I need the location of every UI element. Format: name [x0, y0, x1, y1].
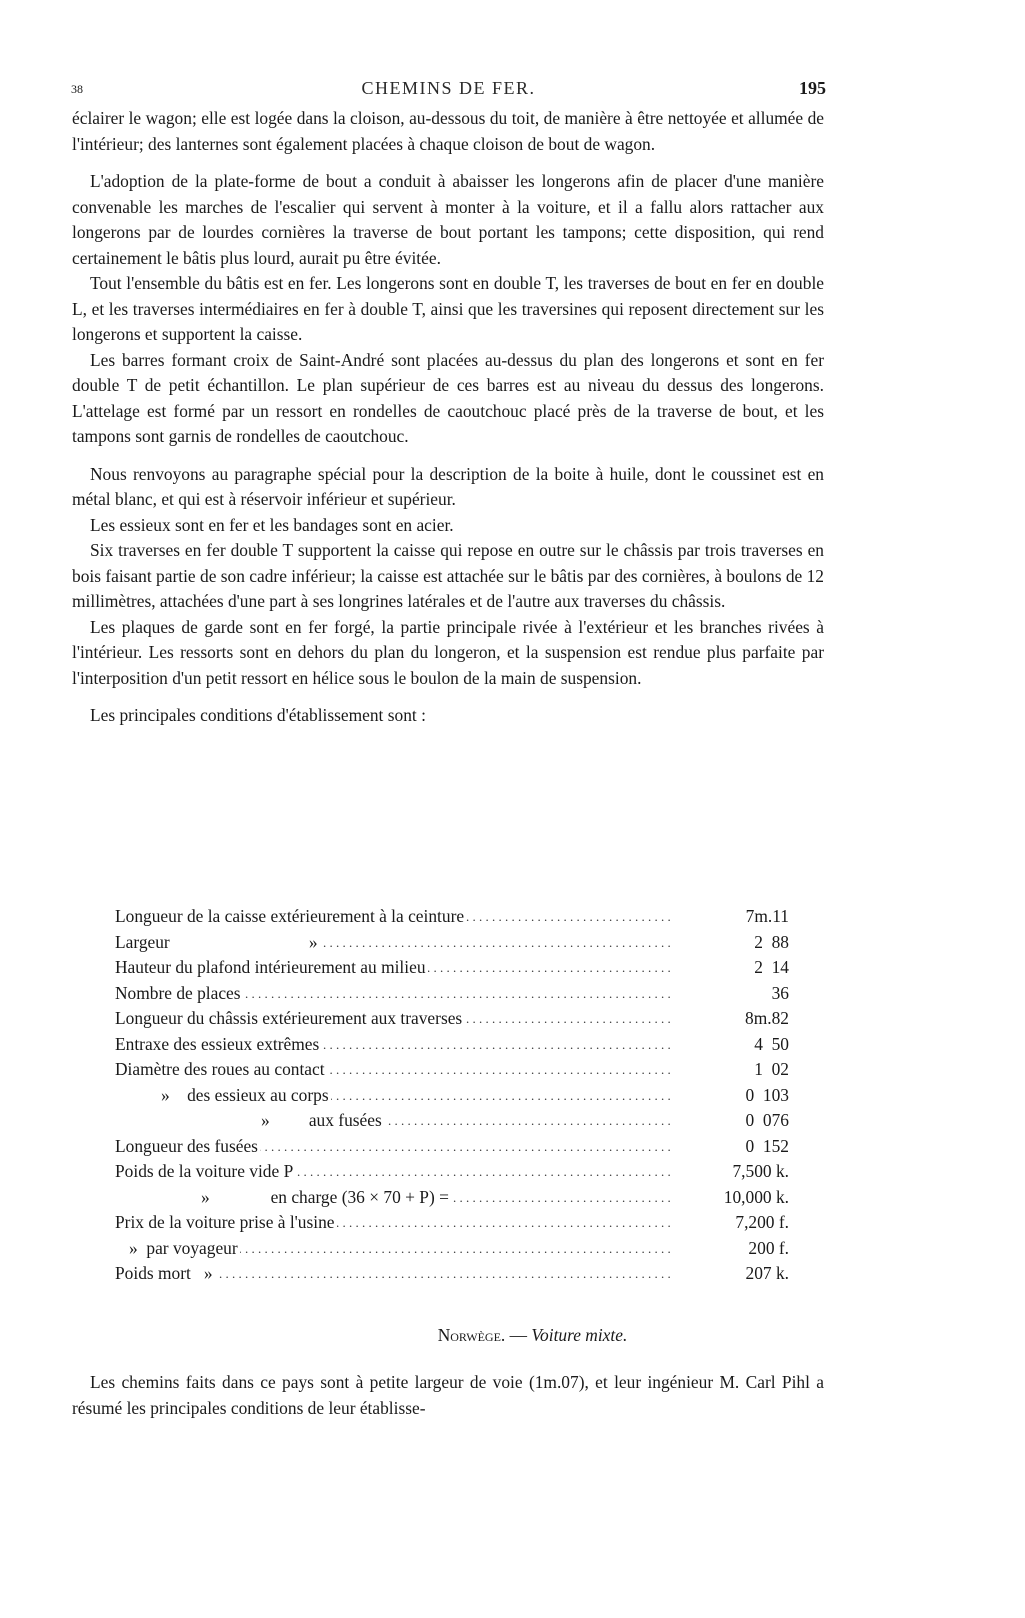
row-label: » des essieux au corps [115, 1085, 331, 1105]
table-row [115, 1083, 795, 1109]
row-label: Poids mort » [115, 1263, 213, 1283]
table-row [115, 1185, 795, 1211]
row-label: » aux fusées [115, 1110, 384, 1130]
row-value: 2 14 [754, 957, 789, 977]
paragraph: Les chemins faits dans ce pays sont à petite largeur de voie (1m.07), et leur ingénieur M. Carl Pihl a résumé les principales conditions de leur établisse- [72, 1372, 824, 1418]
row-label: Diamètre des roues au contact [115, 1059, 325, 1079]
final-text [72, 1370, 824, 1421]
table-row [115, 1159, 795, 1185]
row-label: » en charge (36 × 70 + P) = [115, 1187, 451, 1207]
row-value: 7m.11 [745, 906, 789, 926]
table-row [115, 904, 795, 930]
row-value: 0 152 [745, 1135, 789, 1156]
section-country: Norwège. [437, 1325, 506, 1345]
table-row [115, 1057, 795, 1083]
signature-mark: 38 [71, 82, 83, 96]
section-subtitle: Voiture mixte. [531, 1325, 628, 1345]
page-header [71, 78, 826, 100]
row-label: » par voyageur [115, 1238, 240, 1258]
row-value: 1 02 [754, 1059, 789, 1079]
table-row [115, 930, 795, 956]
table-intro: Les principales conditions d'établissement sont : [90, 705, 426, 725]
row-value: 0 103 [745, 1084, 789, 1105]
row-label: Hauteur du plafond intérieurement au milieu [115, 957, 426, 977]
paragraph: éclairer le wagon; elle est logée dans la cloison, au-dessous du toit, de manière à être nettoyée et allumée de l'intérieur; des lanternes sont également placées à chaque cloison de bout de wagon. [72, 108, 824, 154]
paragraph: Les barres formant croix de Saint-André sont placées au-dessus du plan des longerons et sont en fer double T de petit échantillon. Le plan supérieur de ces barres est au niveau du dessus des longerons. L'attelage est formé par un ressort en rondelles de caoutchouc placé près de la traverse de bout, et les tampons sont garnis de rondelles de caoutchouc. [72, 349, 824, 446]
table-row [115, 981, 795, 1007]
row-label: Longueur des fusées [115, 1135, 258, 1156]
conditions-table [115, 904, 795, 1287]
table-row [115, 1261, 795, 1287]
paragraph: Tout l'ensemble du bâtis est en fer. Les longerons sont en double T, les traverses de bout en fer en double L, et les traverses intermédiaires en fer à double T, ainsi que les traversines qui reposent directement sur les longerons et supportent la caisse. [72, 273, 824, 344]
running-title: CHEMINS DE FER. [361, 78, 536, 98]
row-value: 8m.82 [745, 1008, 789, 1028]
row-label: Poids de la voiture vide P [115, 1161, 294, 1181]
row-value: 7,500 k. [732, 1161, 789, 1181]
table-row [115, 955, 795, 981]
table-row [115, 1210, 795, 1236]
row-value: 0 076 [745, 1110, 789, 1130]
section-heading [0, 1325, 1025, 1346]
paragraph: L'adoption de la plate-forme de bout a conduit à abaisser les longerons afin de placer d'une manière convenable les marches de l'escalier qui servent à monter à la voiture, et il a fallu alors rattacher aux longerons par de lourdes cornières la traverse de bout portant les tampons; cette disposition, qui rend certainement le bâtis plus lourd, aurait pu être évitée. [72, 171, 824, 268]
section-dash: — [505, 1325, 532, 1345]
table-row [115, 1108, 795, 1134]
table-row [115, 1032, 795, 1058]
row-label: Entraxe des essieux extrêmes [115, 1033, 320, 1054]
row-label: Longueur de la caisse extérieurement à la ceinture [115, 906, 465, 926]
paragraph: Les plaques de garde sont en fer forgé, la partie principale rivée à l'extérieur et les branches rivées à l'intérieur. Les ressorts sont en dehors du plan du longeron, et la suspension est rendue plus parfaite par l'interposition d'un petit ressort en hélice sous le boulon de la main de suspension. [72, 616, 824, 688]
row-value: 10,000 k. [723, 1186, 789, 1207]
page-number: 195 [799, 78, 826, 98]
body-text [72, 106, 824, 729]
paragraph: Six traverses en fer double T supportent la caisse qui repose en outre sur le châssis par trois traverses en bois faisant partie de son cadre inférieur; la caisse est attachée sur le bâtis par des cornières, à boulons de 12 millimètres, attachées d'une part à ses longrines latérales et de l'autre aux traverses du châssis. [72, 540, 824, 611]
row-value: 36 [771, 982, 789, 1003]
row-value: 207 k. [745, 1263, 789, 1283]
row-label: Longueur du châssis extérieurement aux traverses [115, 1008, 463, 1028]
paragraph: Les essieux sont en fer et les bandages sont en acier. [90, 514, 454, 535]
row-label: Prix de la voiture prise à l'usine [115, 1212, 335, 1232]
table-row [115, 1236, 795, 1262]
row-value: 2 88 [754, 931, 789, 952]
row-value: 200 f. [748, 1237, 789, 1258]
table-row [115, 1134, 795, 1160]
paragraph: Nous renvoyons au paragraphe spécial pour la description de la boite à huile, dont le coussinet est en métal blanc, et qui est à réservoir inférieur et supérieur. [72, 463, 824, 509]
row-value: 7,200 f. [735, 1212, 789, 1232]
row-value: 4 50 [754, 1033, 789, 1054]
table-row [115, 1006, 795, 1032]
row-label: Largeur » [115, 931, 318, 952]
row-label: Nombre de places [115, 982, 241, 1003]
